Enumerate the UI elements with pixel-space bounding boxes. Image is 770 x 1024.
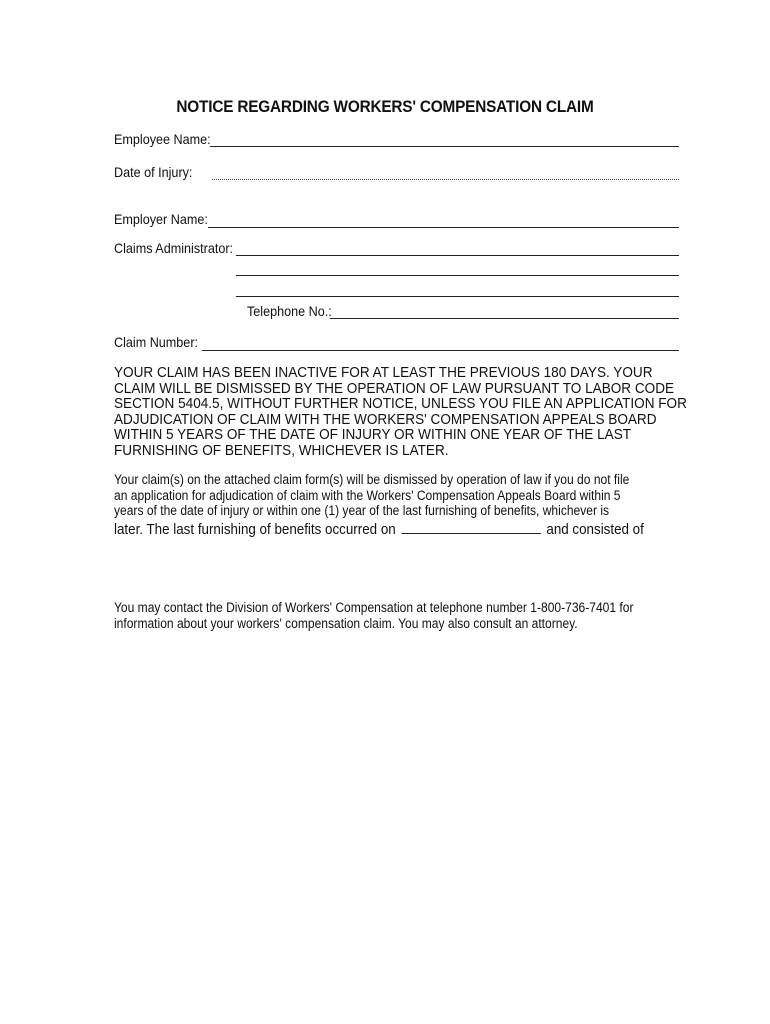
dismissal-line: an application for adjudication of claim with the Workers' Compensation Appeals Board within 5 xyxy=(114,487,621,503)
last-furnishing-date-field[interactable] xyxy=(401,521,541,534)
dismissal-line: years of the date of injury or within one (1) year of the last furnishing of benefits, whichever is xyxy=(114,503,610,518)
notice-line: ADJUDICATION OF CLAIM WITH THE WORKERS' COMPENSATION APPEALS BOARD xyxy=(114,411,657,428)
contact-line: information about your workers' compensation claim. You may also consult an attorney. xyxy=(114,615,578,631)
contact-line: You may contact the Division of Workers' Compensation at telephone number 1-800-736-7401 for xyxy=(114,600,634,615)
last-furnishing-line xyxy=(114,521,644,538)
claims-administrator-label: Claims Administrator: xyxy=(114,240,234,256)
dismissal-paragraph xyxy=(114,472,672,519)
telephone-label: Telephone No.: xyxy=(247,303,332,319)
claim-number-label: Claim Number: xyxy=(114,334,199,350)
employee-name-label: Employee Name: xyxy=(114,131,211,147)
form-title: NOTICE REGARDING WORKERS' COMPENSATION CLAIM xyxy=(176,98,594,116)
last-furnishing-prefix: later. The last furnishing of benefits occurred on xyxy=(114,522,396,538)
claim-number-field[interactable] xyxy=(202,350,679,351)
employee-name-field[interactable] xyxy=(210,146,679,147)
inactive-claim-notice xyxy=(114,365,687,459)
notice-line: FURNISHING OF BENEFITS, WHICHEVER IS LATER. xyxy=(114,442,449,459)
notice-line: YOUR CLAIM HAS BEEN INACTIVE FOR AT LEAST THE PREVIOUS 180 DAYS. YOUR xyxy=(114,365,653,381)
claims-administrator-field[interactable] xyxy=(236,255,679,256)
employer-name-label: Employer Name: xyxy=(114,211,208,227)
employer-name-field[interactable] xyxy=(208,227,679,228)
last-furnishing-suffix: and consisted of xyxy=(546,522,644,538)
claims-administrator-address-line-1[interactable] xyxy=(236,275,679,276)
notice-line: SECTION 5404.5, WITHOUT FURTHER NOTICE, UNLESS YOU FILE AN APPLICATION FOR xyxy=(114,396,687,412)
notice-line: WITHIN 5 YEARS OF THE DATE OF INJURY OR WITHIN ONE YEAR OF THE LAST xyxy=(114,427,632,443)
notice-line: CLAIM WILL BE DISMISSED BY THE OPERATION OF LAW PURSUANT TO LABOR CODE xyxy=(114,380,675,397)
dismissal-line: Your claim(s) on the attached claim form(s) will be dismissed by operation of law if you do not file xyxy=(114,472,630,487)
telephone-field[interactable] xyxy=(330,318,679,319)
date-of-injury-label: Date of Injury: xyxy=(114,164,193,180)
claims-administrator-address-line-2[interactable] xyxy=(236,296,679,297)
date-of-injury-field[interactable] xyxy=(212,179,679,180)
contact-paragraph xyxy=(114,600,672,631)
